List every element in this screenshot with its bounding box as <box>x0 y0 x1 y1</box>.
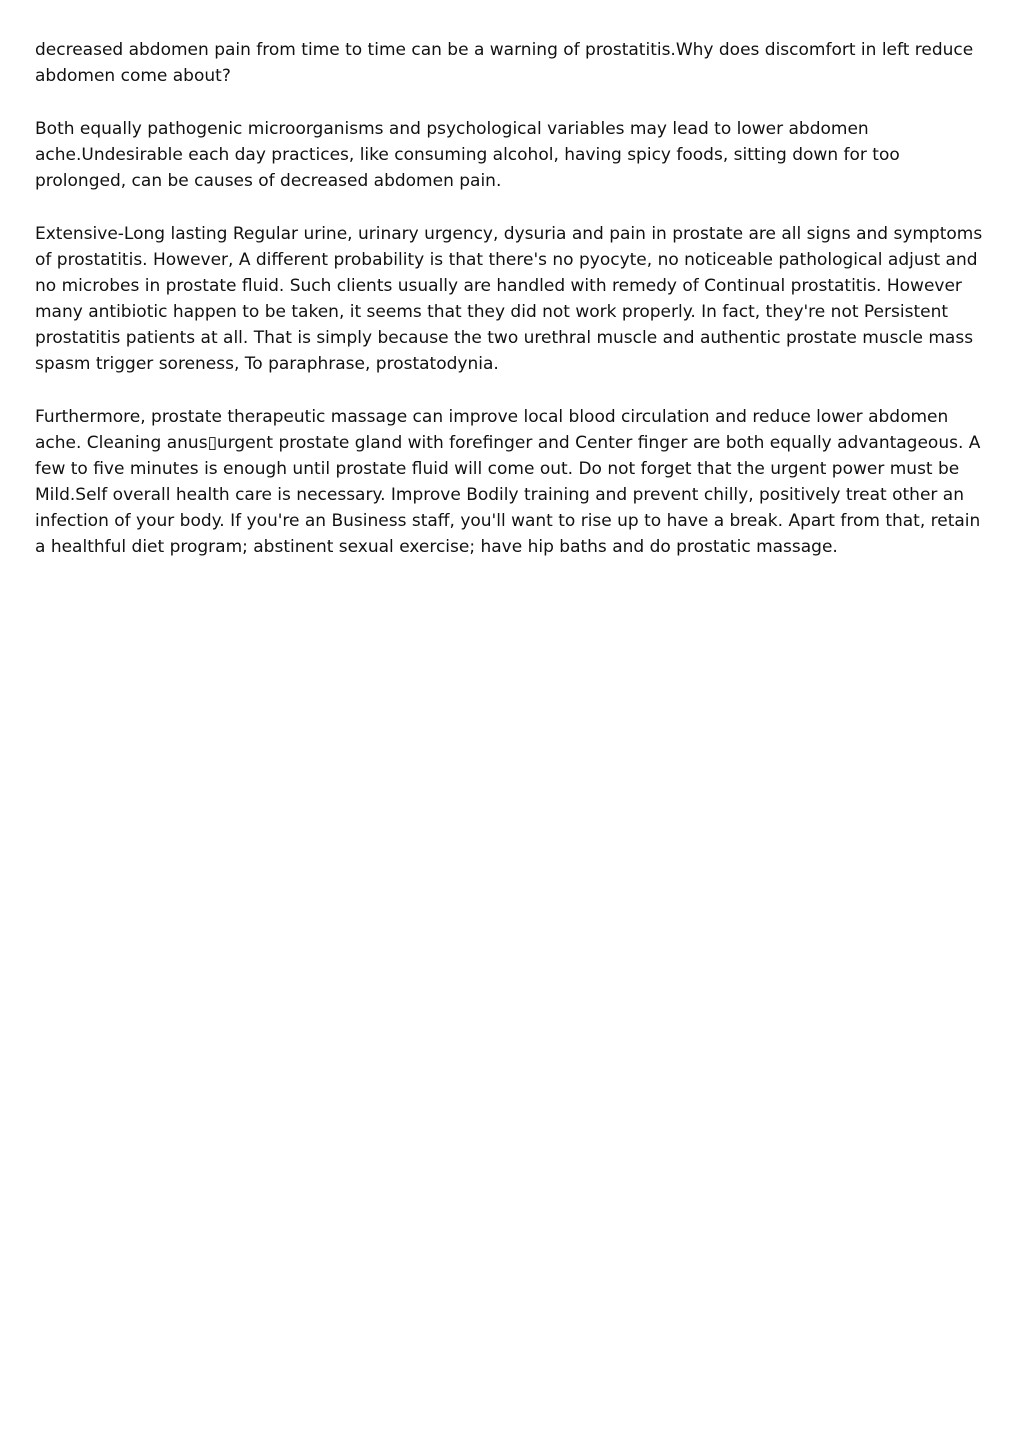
paragraph-1: decreased abdomen pain from time to time can be a warning of prostatitis.Why does discomfort in left reduce abdomen come about? <box>35 40 974 86</box>
paragraph-3: Extensive-Long lasting Regular urine, urinary urgency, dysuria and pain in prostate are all signs and symptoms of prostatitis. However, A different probability is that there's no pyocyte, no noticeable pathological adjust and no microbes in prostate fluid. Such clients usually are handled with remedy of Continual prostatitis. However many antibiotic happen to be taken, it seems that they did not work properly. In fact, they're not Persistent prostatitis patients at all. That is simply because the two urethral muscle and authentic prostate muscle mass spasm trigger soreness, To paraphrase, prostatodynia. <box>35 224 983 374</box>
paragraph-2: Both equally pathogenic microorganisms and psychological variables may lead to lower abdomen ache.Undesirable each day practices, like consuming alcohol, having spicy foods, sitting down for too prolonged, can be causes of decreased abdomen pain. <box>35 119 900 191</box>
document-page <box>35 37 990 587</box>
paragraph-4: Furthermore, prostate therapeutic massage can improve local blood circulation and reduce lower abdomen ache. Cleaning anus▯urgent prostate gland with forefinger and Center finger are both equally advantageous. A few to five minutes is enough until prostate fluid will come out. Do not forget that the urgent power must be Mild.Self overall health care is necessary. Improve Bodily training and prevent chilly, positively treat other an infection of your body. If you're an Business staff, you'll want to rise up to have a break. Apart from that, retain a healthful diet program; abstinent sexual exercise; have hip baths and do prostatic massage. <box>35 407 981 557</box>
